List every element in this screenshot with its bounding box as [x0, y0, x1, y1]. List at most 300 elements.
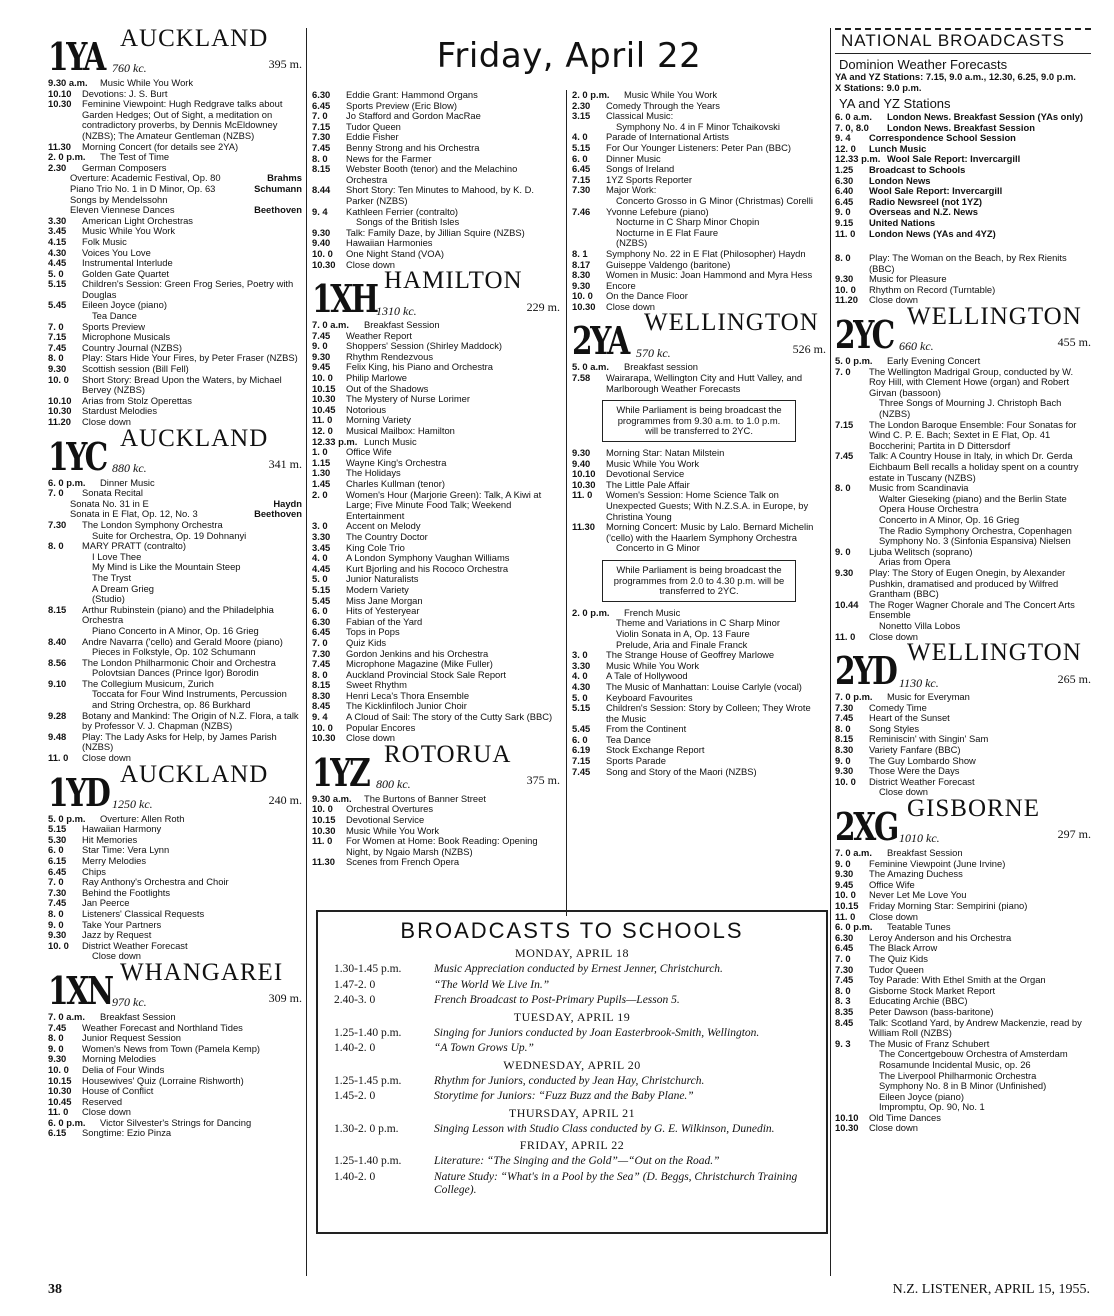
station-name: HAMILTON: [384, 267, 523, 295]
program-time: 10.15: [48, 1074, 72, 1086]
program-time: 2.30: [48, 161, 67, 173]
program-time: 11.30: [572, 521, 595, 533]
program-title: The Amazing Duchess: [869, 868, 963, 880]
broadcasts-to-schools-box: [316, 910, 828, 1234]
program-title: French Music: [624, 606, 681, 618]
program-title: Orchestral Overtures: [346, 803, 434, 815]
program-title: Jazz by Request: [82, 929, 152, 941]
program-title: Heart of the Sunset: [869, 712, 950, 724]
program-time: 10. 0: [48, 939, 69, 951]
program-list: [835, 356, 1091, 642]
program-title: The Strange House of Geoffrey Marlowe: [606, 649, 775, 661]
program-title: The Country Doctor: [346, 530, 428, 542]
program-time: 11. 0: [312, 414, 333, 426]
program-title: Music While You Work: [346, 824, 440, 836]
program-time: 9.30: [48, 929, 67, 941]
program-title: Golden Gate Quartet: [82, 267, 170, 279]
program-row: [312, 479, 560, 490]
station-wavelength: 526 m.: [792, 341, 826, 356]
program-time: 8. 0: [48, 907, 64, 919]
program-time: 6. 0: [312, 605, 328, 617]
program-time: 7. 0: [48, 487, 64, 499]
program-title: Rosamunde Incidental Music, op. 26: [879, 1058, 1031, 1070]
page-date-header: [312, 28, 826, 84]
program-title: Jan Peerce: [82, 897, 130, 909]
program-title: Close down: [869, 294, 918, 306]
program-title: A Tale of Hollywood: [606, 670, 688, 682]
station-frequency: 1310 kc.: [376, 303, 417, 318]
program-row: [312, 90, 560, 101]
program-title: Accent on Melody: [346, 520, 421, 532]
station-wavelength: 455 m.: [1057, 335, 1091, 350]
program-title: Music for Pleasure: [869, 273, 947, 285]
program-title: For Women at Home: Book Reading: Opening Night, by Ngaio Marsh (NZBS): [346, 835, 538, 857]
program-row: [572, 522, 826, 543]
schools-time: 1.40-2. 0: [334, 1042, 376, 1054]
program-title: Yvonne Lefebure (piano): [606, 205, 709, 217]
program-time: 8. 0: [48, 1032, 64, 1044]
program-time: 9.30: [572, 447, 591, 459]
program-time: 10.10: [572, 468, 596, 480]
program-time: 11.20: [48, 416, 71, 427]
program-title: Never Let Me Love You: [869, 889, 967, 901]
program-row: [572, 490, 826, 522]
program-title: Breakfast Session: [364, 319, 440, 331]
program-time: 5.45: [572, 723, 591, 735]
program-time: 6. 0: [572, 152, 588, 164]
program-time: 8.15: [312, 679, 331, 691]
program-time: 5. 0: [48, 267, 64, 279]
program-title: Music for Everyman: [887, 691, 970, 703]
program-row: [835, 398, 1091, 409]
program-title: Merry Melodies: [82, 855, 147, 866]
program-row: [835, 420, 1091, 452]
program-time: 7. 0, 8.0: [835, 121, 869, 133]
schools-day-heading: THURSDAY, APRIL 21: [508, 1105, 636, 1120]
program-time: [48, 689, 82, 710]
program-title: Song and Story of the Maori (NZBS): [606, 765, 757, 777]
program-time: 6.45: [48, 865, 67, 877]
program-title: Music While You Work: [624, 89, 718, 100]
program-title: Take Your Partners: [82, 918, 162, 930]
program-time: 7.30: [48, 886, 67, 898]
program-time: 7.30: [835, 963, 854, 975]
program-title: Arthur Rubinstein (piano) and the Philadelphia Orchestra: [82, 603, 274, 626]
program-title: Morning Variety: [346, 414, 411, 426]
program-title: Pieces in Folkstyle, Op. 102 Schumann: [92, 646, 256, 658]
program-time: 8.15: [312, 163, 331, 175]
program-title: Reserved: [82, 1095, 123, 1107]
program-row: [572, 543, 826, 554]
program-time: 4.45: [48, 257, 67, 269]
program-title: Close down: [869, 910, 918, 922]
program-title: Feminine Viewpoint: Hugh Redgrave talks about Garden Hedges; Out of Sight, a meditation on contradictory proverbs, by Dennis McEldowney (NZBS); The Amateur Gentleman (NZBS): [82, 98, 283, 141]
program-title: A Dream Grieg: [92, 582, 154, 594]
column-1: [48, 25, 302, 1139]
program-title: Overseas and N.Z. News: [869, 206, 978, 218]
program-title: The Mystery of Nurse Lorimer: [346, 393, 470, 405]
program-title: Close down: [606, 300, 655, 312]
program-time: [48, 584, 82, 595]
program-time: 8.44: [312, 184, 331, 196]
program-time: 5.15: [312, 583, 331, 595]
program-time: 8. 0: [835, 722, 851, 734]
program-title: Jo Stafford and Gordon MacRae: [346, 110, 481, 122]
program-title: Weather Forecast and Northland Tides: [82, 1021, 243, 1033]
program-time: 9.30: [835, 868, 854, 880]
program-title: The Collegium Musicum, Zurich: [82, 677, 214, 689]
station-header-2yd: [835, 639, 1091, 694]
program-title: The Music of Manhattan: Louise Carlyle (vocal): [606, 680, 802, 692]
music-piece: Songs by Mendelssohn: [70, 193, 168, 205]
program-list: [835, 253, 1091, 306]
program-title: Morning Concert (for details see 2YA): [82, 140, 239, 152]
program-title: Hawaiian Harmonies: [346, 237, 433, 249]
program-title: Voices You Love: [82, 246, 151, 258]
program-time: 10.30: [312, 732, 336, 744]
program-row: [572, 196, 826, 207]
program-row: [48, 1128, 302, 1139]
program-time: 7. 0: [48, 320, 64, 332]
program-title: Sports Preview: [82, 320, 146, 332]
program-title: Popular Encores: [346, 721, 416, 733]
program-time: 9.30: [312, 226, 331, 238]
program-time: 10.10: [835, 1111, 859, 1123]
program-title: London News: [869, 174, 931, 186]
program-title: King Cole Trio: [346, 541, 405, 553]
program-title: Scottish session (Bill Fell): [82, 363, 189, 375]
program-title: Lunch Music: [364, 435, 417, 447]
program-time: 11.30: [48, 140, 71, 152]
program-time: 8. 0: [312, 152, 328, 164]
program-time: 8.45: [835, 1016, 854, 1028]
program-list: [48, 216, 302, 428]
program-row: [312, 249, 560, 260]
program-title: Close down: [82, 1106, 131, 1118]
program-title: Victor Silvester's Strings for Dancing: [100, 1116, 252, 1128]
program-time: 8. 0: [312, 668, 328, 680]
program-time: 8. 0: [48, 540, 64, 552]
program-time: 11. 0: [835, 227, 856, 239]
program-title: Talk: A Country House in Italy, in which Dr. Gerda Eichbaum Bell recalls a holiday spent on a country estate in Tuscany (NZBS): [869, 450, 1079, 483]
program-title: Eddie Grant: Hammond Organs: [346, 89, 478, 100]
program-title: The Liverpool Philharmonic Orchestra: [879, 1069, 1037, 1081]
program-title: Women's News from Town (Pamela Kemp): [82, 1042, 261, 1054]
station-name: WELLINGTON: [907, 303, 1082, 331]
program-time: 9. 0: [835, 857, 851, 869]
program-title: Ray Anthony's Orchestra and Choir: [82, 876, 229, 888]
program-title: Hawaiian Harmony: [82, 823, 162, 835]
program-title: Symphony No. 4 in F Minor Tchaikovski: [616, 120, 780, 132]
program-row: [312, 836, 560, 857]
schools-text: “The World We Live In.”: [434, 978, 550, 991]
program-title: A Cloud of Sail: The story of the Cutty Sark (BBC): [346, 711, 553, 723]
program-time: 10.15: [835, 900, 859, 911]
column-divider: [306, 28, 307, 1276]
weather-heading: Dominion Weather Forecasts: [839, 56, 1008, 72]
program-time: 7.15: [572, 173, 591, 185]
program-time: 7.45: [835, 450, 854, 462]
program-title: Symphony No. 8 in B Minor (Unfinished): [879, 1080, 1047, 1092]
program-title: Play: The Woman on the Beach, by Rex Rienits (BBC): [869, 252, 1067, 274]
program-time: [572, 618, 606, 629]
program-list: [572, 608, 826, 778]
music-piece: Piano Trio No. 1 in D Minor, Op. 63: [70, 182, 216, 194]
station-name: AUCKLAND: [120, 760, 269, 788]
program-time: 9.30: [48, 1053, 67, 1065]
program-time: 10. 0: [835, 889, 856, 901]
program-time: 9.30 a.m.: [312, 792, 352, 804]
program-title: Morning Concert: Music by Lalo. Bernard Michelin ('cello) with the Haarlem Symphony Orchestra: [606, 521, 814, 543]
program-title: Botany and Mankind: The Origin of N.Z. Flora, a talk by Professor V. J. Chapman (NZBS): [82, 709, 299, 732]
program-title: Those Were the Days: [869, 765, 960, 777]
music-piece: Sonata in E Flat, Op. 12, No. 3: [70, 508, 198, 520]
schools-text: Singing for Juniors conducted by Joan Easterbrook-Smith, Wellington.: [434, 1026, 760, 1039]
program-title: Close down: [92, 950, 141, 962]
program-title: Webster Booth (tenor) and the Melachino Orchestra: [346, 163, 518, 185]
program-title: Sweet Rhythm: [346, 679, 407, 691]
program-title: Keyboard Favourites: [606, 691, 693, 703]
program-time: 5. 0 p.m.: [48, 812, 86, 824]
program-row: [835, 451, 1091, 483]
program-title: London News (YAs and 4YZ): [869, 227, 996, 239]
program-time: [835, 398, 869, 409]
program-row: [48, 605, 302, 626]
program-title: Breakfast Session: [100, 1010, 176, 1022]
program-time: 8. 0: [835, 984, 851, 996]
program-title: Suite for Orchestra, Op. 19 Dohnanyi: [92, 529, 247, 541]
station-wavelength: 341 m.: [268, 457, 302, 471]
program-title: Felix King, his Piano and Orchestra: [346, 361, 493, 373]
program-title: (NZBS): [616, 237, 648, 249]
station-call: 1YZ: [312, 749, 369, 795]
program-time: 10.30: [48, 98, 72, 110]
station-frequency: 1010 kc.: [899, 831, 940, 846]
program-title: One Night Stand (VOA): [346, 247, 444, 259]
program-list: [48, 78, 302, 173]
program-title: The Holidays: [346, 467, 401, 479]
program-title: The Wellington Madrigal Group, conducted by W. Roy Hill, with Clement Howe (organ) and Robert Girvan (bassoon): [869, 365, 1074, 398]
program-time: 7. 0: [312, 636, 328, 648]
program-time: 9. 0: [48, 1042, 64, 1054]
program-time: 6. 0 p.m.: [835, 921, 873, 933]
program-time: [48, 626, 82, 637]
program-time: 6.30: [835, 931, 854, 943]
station-call: 1YA: [48, 34, 104, 79]
program-time: 11. 0: [312, 835, 333, 847]
program-time: 8.56: [48, 656, 67, 668]
program-title: (Studio): [92, 593, 125, 605]
program-title: Impromptu, Op. 90, No. 1: [879, 1101, 985, 1113]
program-title: Housewives' Quiz (Lorraine Rishworth): [82, 1074, 244, 1086]
program-time: 10. 0: [312, 721, 333, 733]
program-time: 6. 0 p.m.: [48, 1116, 86, 1128]
program-time: 6.45: [312, 99, 331, 111]
program-time: 7.45: [48, 897, 67, 909]
program-time: 6.45: [312, 626, 331, 638]
program-title: Office Wife: [346, 446, 392, 458]
program-time: [835, 787, 869, 798]
program-time: 10.30: [835, 1122, 859, 1134]
schools-text: Literature: “The Singing and the Gold”—“Out on the Road.”: [434, 1155, 720, 1167]
program-title: Eileen Joyce (piano): [879, 1090, 964, 1102]
program-time: 3.45: [48, 225, 67, 237]
station-frequency: 760 kc.: [112, 61, 147, 76]
program-title: Wayne King's Orchestra: [346, 456, 447, 468]
program-time: 8. 0: [835, 252, 851, 264]
program-title: Teatable Tunes: [887, 921, 951, 933]
program-time: 9.15: [835, 216, 854, 228]
program-title: The Test of Time: [100, 151, 170, 163]
program-time: 1.15: [312, 456, 331, 468]
station-frequency: 880 kc.: [112, 461, 147, 475]
program-title: Ljuba Welitsch (soprano): [869, 545, 973, 557]
program-title: Concerto in A Minor, Op. 16 Grieg: [879, 513, 1020, 525]
program-title: Stock Exchange Report: [606, 744, 705, 756]
program-time: 10.10: [48, 87, 72, 99]
program-time: 7.30: [312, 131, 331, 143]
program-time: [572, 217, 606, 228]
program-time: 3.30: [312, 530, 331, 542]
program-time: 3.30: [572, 659, 591, 671]
program-title: Talk: Family Daze, by Jillian Squire (NZBS): [346, 226, 525, 238]
program-title: Wairarapa, Wellington City and Hutt Valley, and Marlborough Weather Forecasts: [606, 372, 803, 394]
program-title: Close down: [346, 732, 395, 744]
program-row: [835, 229, 1091, 240]
program-time: 10.30: [48, 1085, 72, 1097]
yayz-heading: YA and YZ Stations: [839, 96, 951, 112]
program-time: 10.30: [312, 824, 336, 836]
program-time: 10.30: [312, 393, 336, 405]
schools-time: 1.40-2. 0: [334, 1170, 376, 1183]
program-title: District Weather Forecast: [869, 775, 975, 787]
program-title: Variety Fanfare (BBC): [869, 744, 961, 756]
column-4: [835, 28, 1091, 1134]
program-title: Close down: [869, 1122, 918, 1134]
program-list: [312, 794, 560, 868]
program-title: Correspondence School Session: [869, 132, 1016, 144]
program-title: Major Work:: [606, 184, 657, 196]
music-piece: Eleven Viennese Dances: [70, 204, 175, 216]
music-list: [48, 173, 302, 215]
program-time: 9. 4: [835, 132, 851, 144]
station-header-2xg: [835, 795, 1091, 850]
program-title: Auckland Provincial Stock Sale Report: [346, 668, 506, 680]
schools-time: 2.40-3. 0: [334, 994, 376, 1006]
program-title: Eileen Joyce (piano): [82, 299, 167, 311]
program-row: [312, 638, 560, 649]
program-title: 1YZ Sports Reporter: [606, 173, 692, 185]
program-title: The Quiz Kids: [869, 952, 928, 964]
program-time: 6.45: [835, 942, 854, 954]
program-title: The Kicklinfiloch Junior Choir: [346, 700, 467, 712]
program-title: Concerto in G Minor: [616, 542, 700, 554]
program-row: [48, 541, 302, 552]
music-composer: Beethoven: [254, 508, 302, 520]
station-frequency: 970 kc.: [112, 995, 147, 1010]
program-title: Reminiscin' with Singin' Sam: [869, 733, 989, 745]
program-time: 6.30: [312, 89, 331, 100]
program-time: 4.30: [48, 246, 67, 258]
program-title: Arias from Stolz Operettas: [82, 394, 192, 406]
program-row: [835, 568, 1091, 600]
program-time: [835, 621, 869, 632]
program-title: Wool Sale Report: Invercargill: [869, 185, 1003, 197]
program-title: Symphony No. 22 in E Flat (Philosopher) Haydn: [606, 247, 806, 259]
program-row: [48, 1012, 302, 1023]
program-time: 9.40: [572, 457, 591, 469]
program-title: Kathleen Ferrier (contralto): [346, 205, 459, 217]
program-time: 7. 0: [835, 365, 851, 377]
program-row: [835, 901, 1091, 912]
program-title: MARY PRATT (contralto): [82, 540, 187, 552]
program-time: 10.30: [312, 258, 336, 270]
program-time: 9.30 a.m.: [48, 77, 88, 88]
program-time: 7.45: [48, 341, 67, 353]
program-time: 6. 0: [572, 733, 588, 745]
program-title: Educating Archie (BBC): [869, 995, 968, 1007]
program-time: [48, 951, 82, 962]
station-wavelength: 309 m.: [268, 991, 302, 1006]
program-time: 10.44: [835, 598, 859, 610]
program-time: 7.15: [572, 755, 591, 767]
program-title: Lunch Music: [869, 142, 927, 154]
program-title: Play: Stars Hide Your Fires, by Peter Fraser (NZBS): [82, 352, 298, 364]
program-list: [572, 448, 826, 554]
program-title: The Tryst: [92, 571, 132, 583]
column-divider: [830, 28, 831, 1276]
program-time: 10. 0: [312, 372, 333, 384]
program-title: Song Styles: [869, 722, 920, 734]
program-title: Arias from Opera: [879, 556, 951, 568]
program-row: [572, 767, 826, 778]
program-time: 7. 0: [312, 110, 328, 122]
program-row: [48, 909, 302, 920]
schools-time: 1.45-2. 0: [334, 1090, 376, 1102]
program-time: 10. 0: [835, 283, 856, 295]
program-row: [312, 185, 560, 206]
program-time: 5.15: [48, 823, 67, 835]
program-time: 7.15: [48, 331, 67, 343]
program-title: United Nations: [869, 216, 936, 228]
music-piece: Sonata No. 31 in E: [70, 497, 149, 509]
program-time: 7.45: [312, 658, 331, 670]
schools-row: [334, 979, 812, 993]
schools-row: [334, 1171, 812, 1198]
program-row: [835, 777, 1091, 788]
schools-time: 1.25-1.40 p.m.: [334, 1155, 402, 1167]
program-title: Music While You Work: [82, 225, 176, 237]
program-title: Music While You Work: [606, 457, 700, 469]
program-title: Tudor Queen: [346, 120, 401, 132]
program-time: 1. 0: [312, 446, 328, 458]
program-title: German Composers: [82, 161, 167, 173]
program-row: [48, 941, 302, 952]
program-title: Behind the Footlights: [82, 886, 171, 898]
parliament-notice: While Parliament is being broadcast the programmes from 2.0 to 4.30 p.m. will be transferred to 2YC.: [602, 560, 796, 602]
program-title: Miss Jane Morgan: [346, 594, 423, 606]
schools-row: [334, 1027, 812, 1041]
program-time: 8.30: [835, 744, 854, 756]
program-row: [312, 585, 560, 596]
station-header-1yz: [312, 740, 560, 795]
program-time: 6. 0 p.m.: [48, 476, 86, 488]
program-row: [835, 621, 1091, 632]
program-time: [835, 515, 869, 526]
program-list: [48, 814, 302, 962]
program-title: Women in Music: Joan Hammond and Myra Hess: [606, 269, 813, 281]
weather-line: YA and YZ Stations: 7.15, 9.0 a.m., 12.30, 6.25, 9.0 p.m.: [835, 71, 1076, 83]
